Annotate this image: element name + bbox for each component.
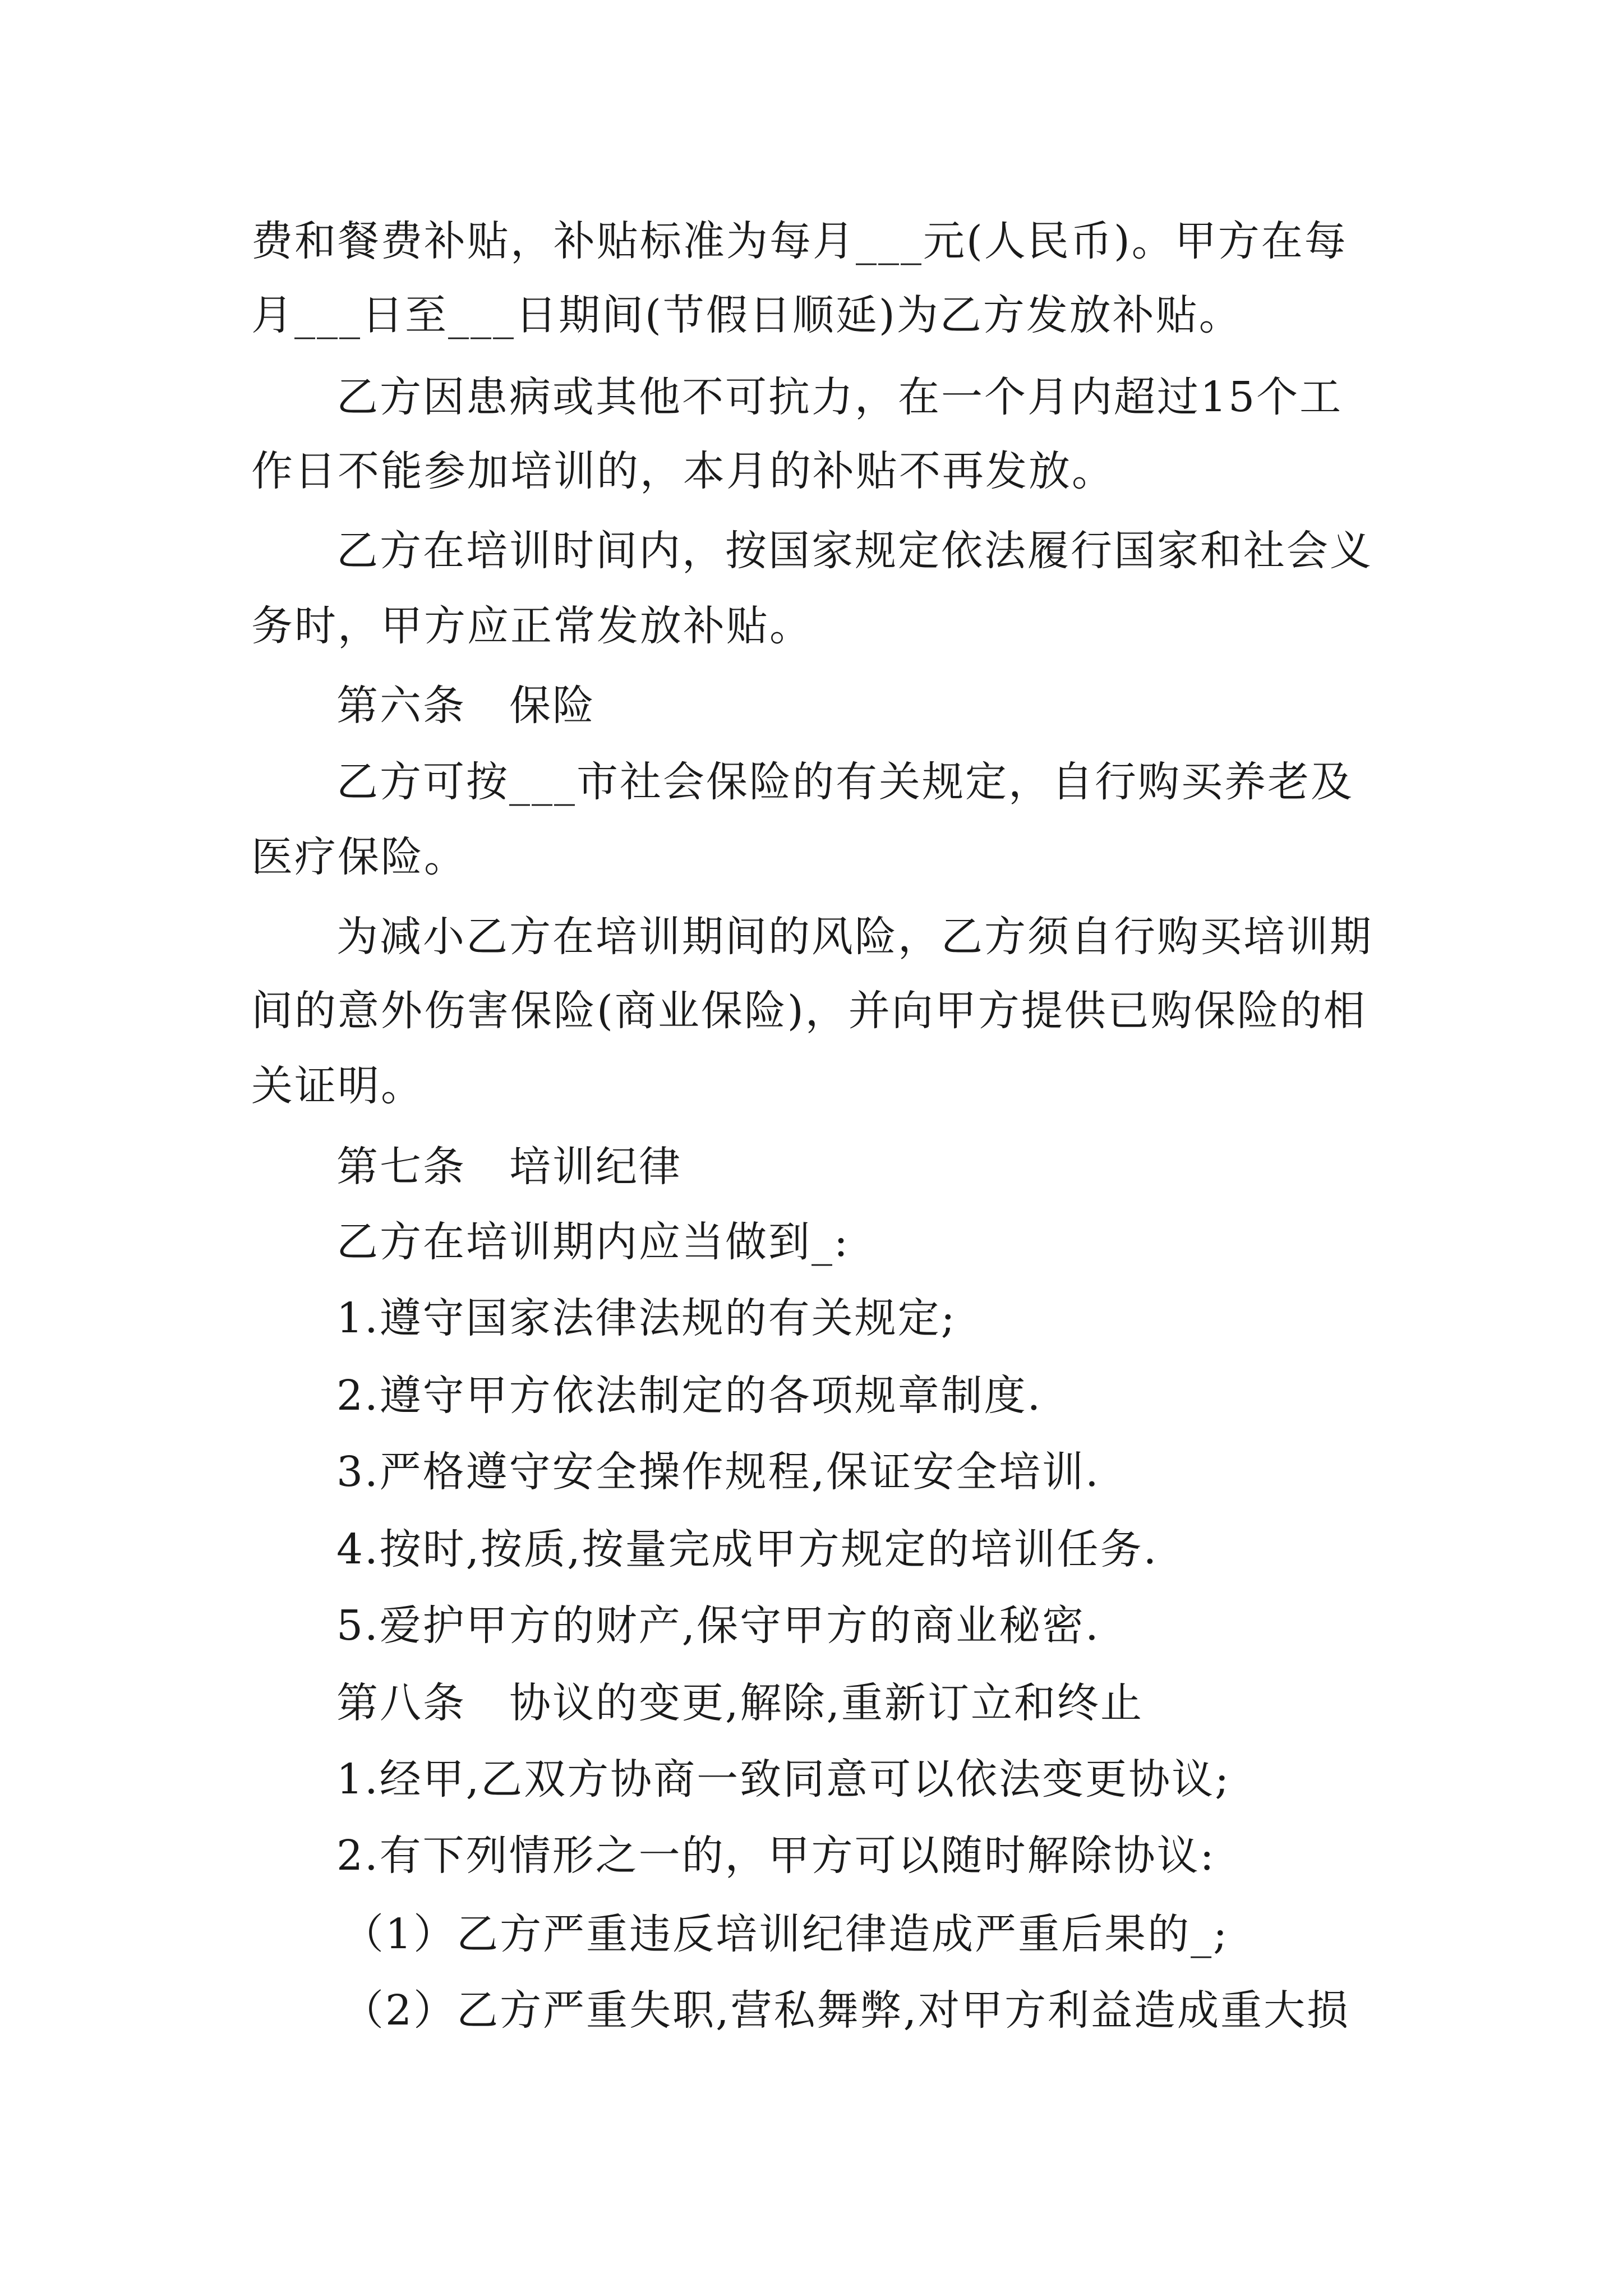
list-item: 2.遵守甲方依法制定的各项规章制度.	[336, 1372, 1043, 1420]
list-item: 3.严格遵守安全操作规程,保证安全培训.	[336, 1448, 1100, 1496]
section-heading: 第七条 培训纪律	[336, 1143, 682, 1191]
section-heading: 第六条 保险	[336, 682, 596, 730]
paragraph-line: 月___日至___日期间(节假日顺延)为乙方发放补贴。	[251, 291, 1242, 339]
list-item: 5.爱护甲方的财产,保守甲方的商业秘密.	[336, 1602, 1100, 1650]
paragraph-line: 费和餐费补贴，补贴标准为每月___元(人民币)。甲方在每	[251, 217, 1348, 265]
section-heading: 第八条 协议的变更,解除,重新订立和终止	[336, 1679, 1144, 1727]
paragraph-line: 乙方因患病或其他不可抗力，在一个月内超过15个工	[336, 373, 1343, 421]
paragraph-line: 为减小乙方在培训期间的风险，乙方须自行购买培训期	[336, 913, 1373, 961]
list-item: （1）乙方严重违反培训纪律造成严重后果的_;	[342, 1910, 1229, 1958]
list-item: 1.经甲,乙双方协商一致同意可以依法变更协议;	[336, 1755, 1231, 1803]
paragraph-line: 乙方在培训期内应当做到_:	[336, 1218, 850, 1266]
paragraph-line: 医疗保险。	[251, 833, 467, 881]
list-item: （2）乙方严重失职,营私舞弊,对甲方利益造成重大损	[342, 1986, 1350, 2035]
list-item: 1.遵守国家法律法规的有关规定;	[336, 1294, 957, 1342]
list-item: 4.按时,按质,按量完成甲方规定的培训任务.	[336, 1525, 1159, 1573]
list-item: 2.有下列情形之一的，甲方可以随时解除协议:	[336, 1832, 1216, 1880]
paragraph-line: 关证明。	[251, 1062, 424, 1110]
paragraph-line: 乙方在培训时间内，按国家规定依法履行国家和社会义	[336, 527, 1373, 575]
paragraph-line: 作日不能参加培训的，本月的补贴不再发放。	[251, 447, 1115, 495]
paragraph-line: 乙方可按___市社会保险的有关规定，自行购买养老及	[336, 758, 1354, 806]
paragraph-line: 务时，甲方应正常发放补贴。	[251, 602, 813, 650]
paragraph-line: 间的意外伤害保险(商业保险)，并向甲方提供已购保险的相	[251, 987, 1367, 1035]
